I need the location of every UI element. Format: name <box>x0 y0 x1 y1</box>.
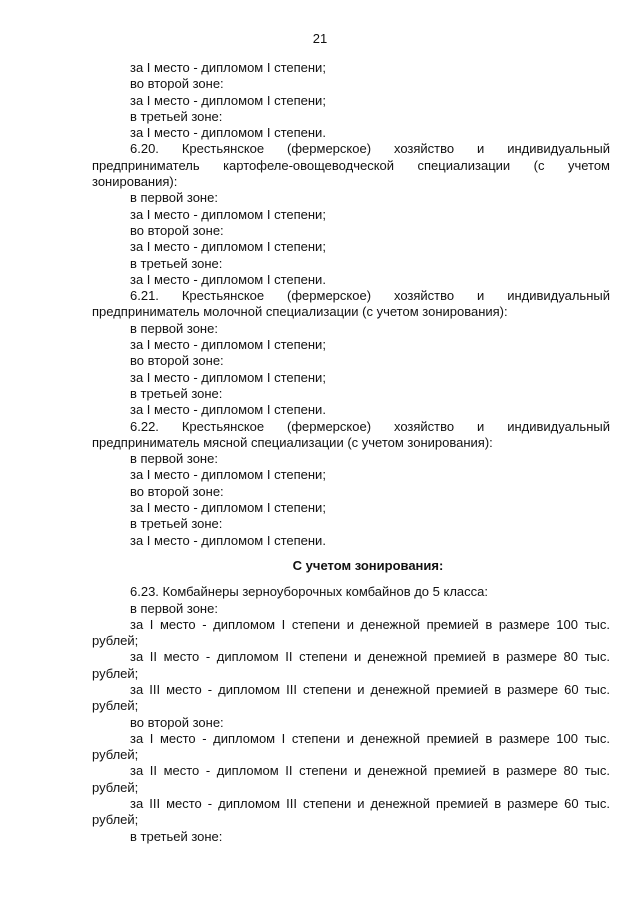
paragraph: за II место - дипломом II степени и денежной премией в размере 80 тыс. рублей; <box>92 649 610 681</box>
paragraph: в первой зоне: <box>130 451 218 467</box>
paragraph: за III место - дипломом III степени и денежной премией в размере 60 тыс. рублей; <box>92 681 610 714</box>
paragraph: за I место - дипломом I степени; <box>130 467 326 483</box>
paragraph: за I место - дипломом I степени; <box>130 206 326 222</box>
paragraph: за I место - дипломом I степени; <box>130 239 326 255</box>
paragraph: за I место - дипломом I степени. <box>130 271 326 287</box>
paragraph: в третьей зоне: <box>130 255 223 271</box>
clause-6-23: 6.23. Комбайнеры зерноуборочных комбайнов до 5 класса: <box>130 584 488 600</box>
clause-6-22: 6.22. Крестьянское (фермерское) хозяйство и индивидуальный предприниматель мясной специализации (с учетом зонирования): <box>92 418 610 450</box>
page-number: 21 <box>312 31 328 46</box>
paragraph: во второй зоне: <box>130 76 224 92</box>
paragraph: в первой зоне: <box>130 320 218 336</box>
clause-6-20: 6.20. Крестьянское (фермерское) хозяйство и индивидуальный предприниматель картофеле-овощеводческой специализации (с учетом зонирования): <box>92 141 610 190</box>
document-body <box>92 60 610 845</box>
paragraph: за III место - дипломом III степени и денежной премией в размере 60 тыс. рублей; <box>92 796 610 828</box>
paragraph: за I место - дипломом I степени и денежной премией в размере 100 тыс. рублей; <box>92 730 610 763</box>
paragraph: за I место - дипломом I степени; <box>130 92 326 108</box>
paragraph: за I место - дипломом I степени; <box>130 500 326 516</box>
paragraph: в третьей зоне: <box>130 108 223 124</box>
paragraph: во второй зоне: <box>130 483 224 499</box>
paragraph: в первой зоне: <box>130 600 218 616</box>
paragraph: во второй зоне: <box>130 714 224 730</box>
paragraph: в третьей зоне: <box>130 516 223 532</box>
paragraph: за I место - дипломом I степени; <box>130 337 326 353</box>
paragraph: в первой зоне: <box>130 190 218 206</box>
paragraph: за II место - дипломом II степени и денежной премией в размере 80 тыс. рублей; <box>92 763 610 795</box>
clause-6-21: 6.21. Крестьянское (фермерское) хозяйство и индивидуальный предприниматель молочной специализации (с учетом зонирования): <box>92 288 610 320</box>
paragraph: во второй зоне: <box>130 353 224 369</box>
paragraph: за I место - дипломом I степени и денежной премией в размере 100 тыс. рублей; <box>92 616 610 649</box>
paragraph: во второй зоне: <box>130 222 224 238</box>
paragraph: за I место - дипломом I степени; <box>130 60 326 75</box>
paragraph: в третьей зоне: <box>130 385 223 401</box>
section-heading: С учетом зонирования: <box>292 557 444 573</box>
paragraph: за I место - дипломом I степени; <box>130 369 326 385</box>
paragraph: за I место - дипломом I степени. <box>130 532 326 548</box>
paragraph: за I место - дипломом I степени. <box>130 125 326 141</box>
paragraph: за I место - дипломом I степени. <box>130 402 326 418</box>
paragraph: в третьей зоне: <box>130 828 223 844</box>
